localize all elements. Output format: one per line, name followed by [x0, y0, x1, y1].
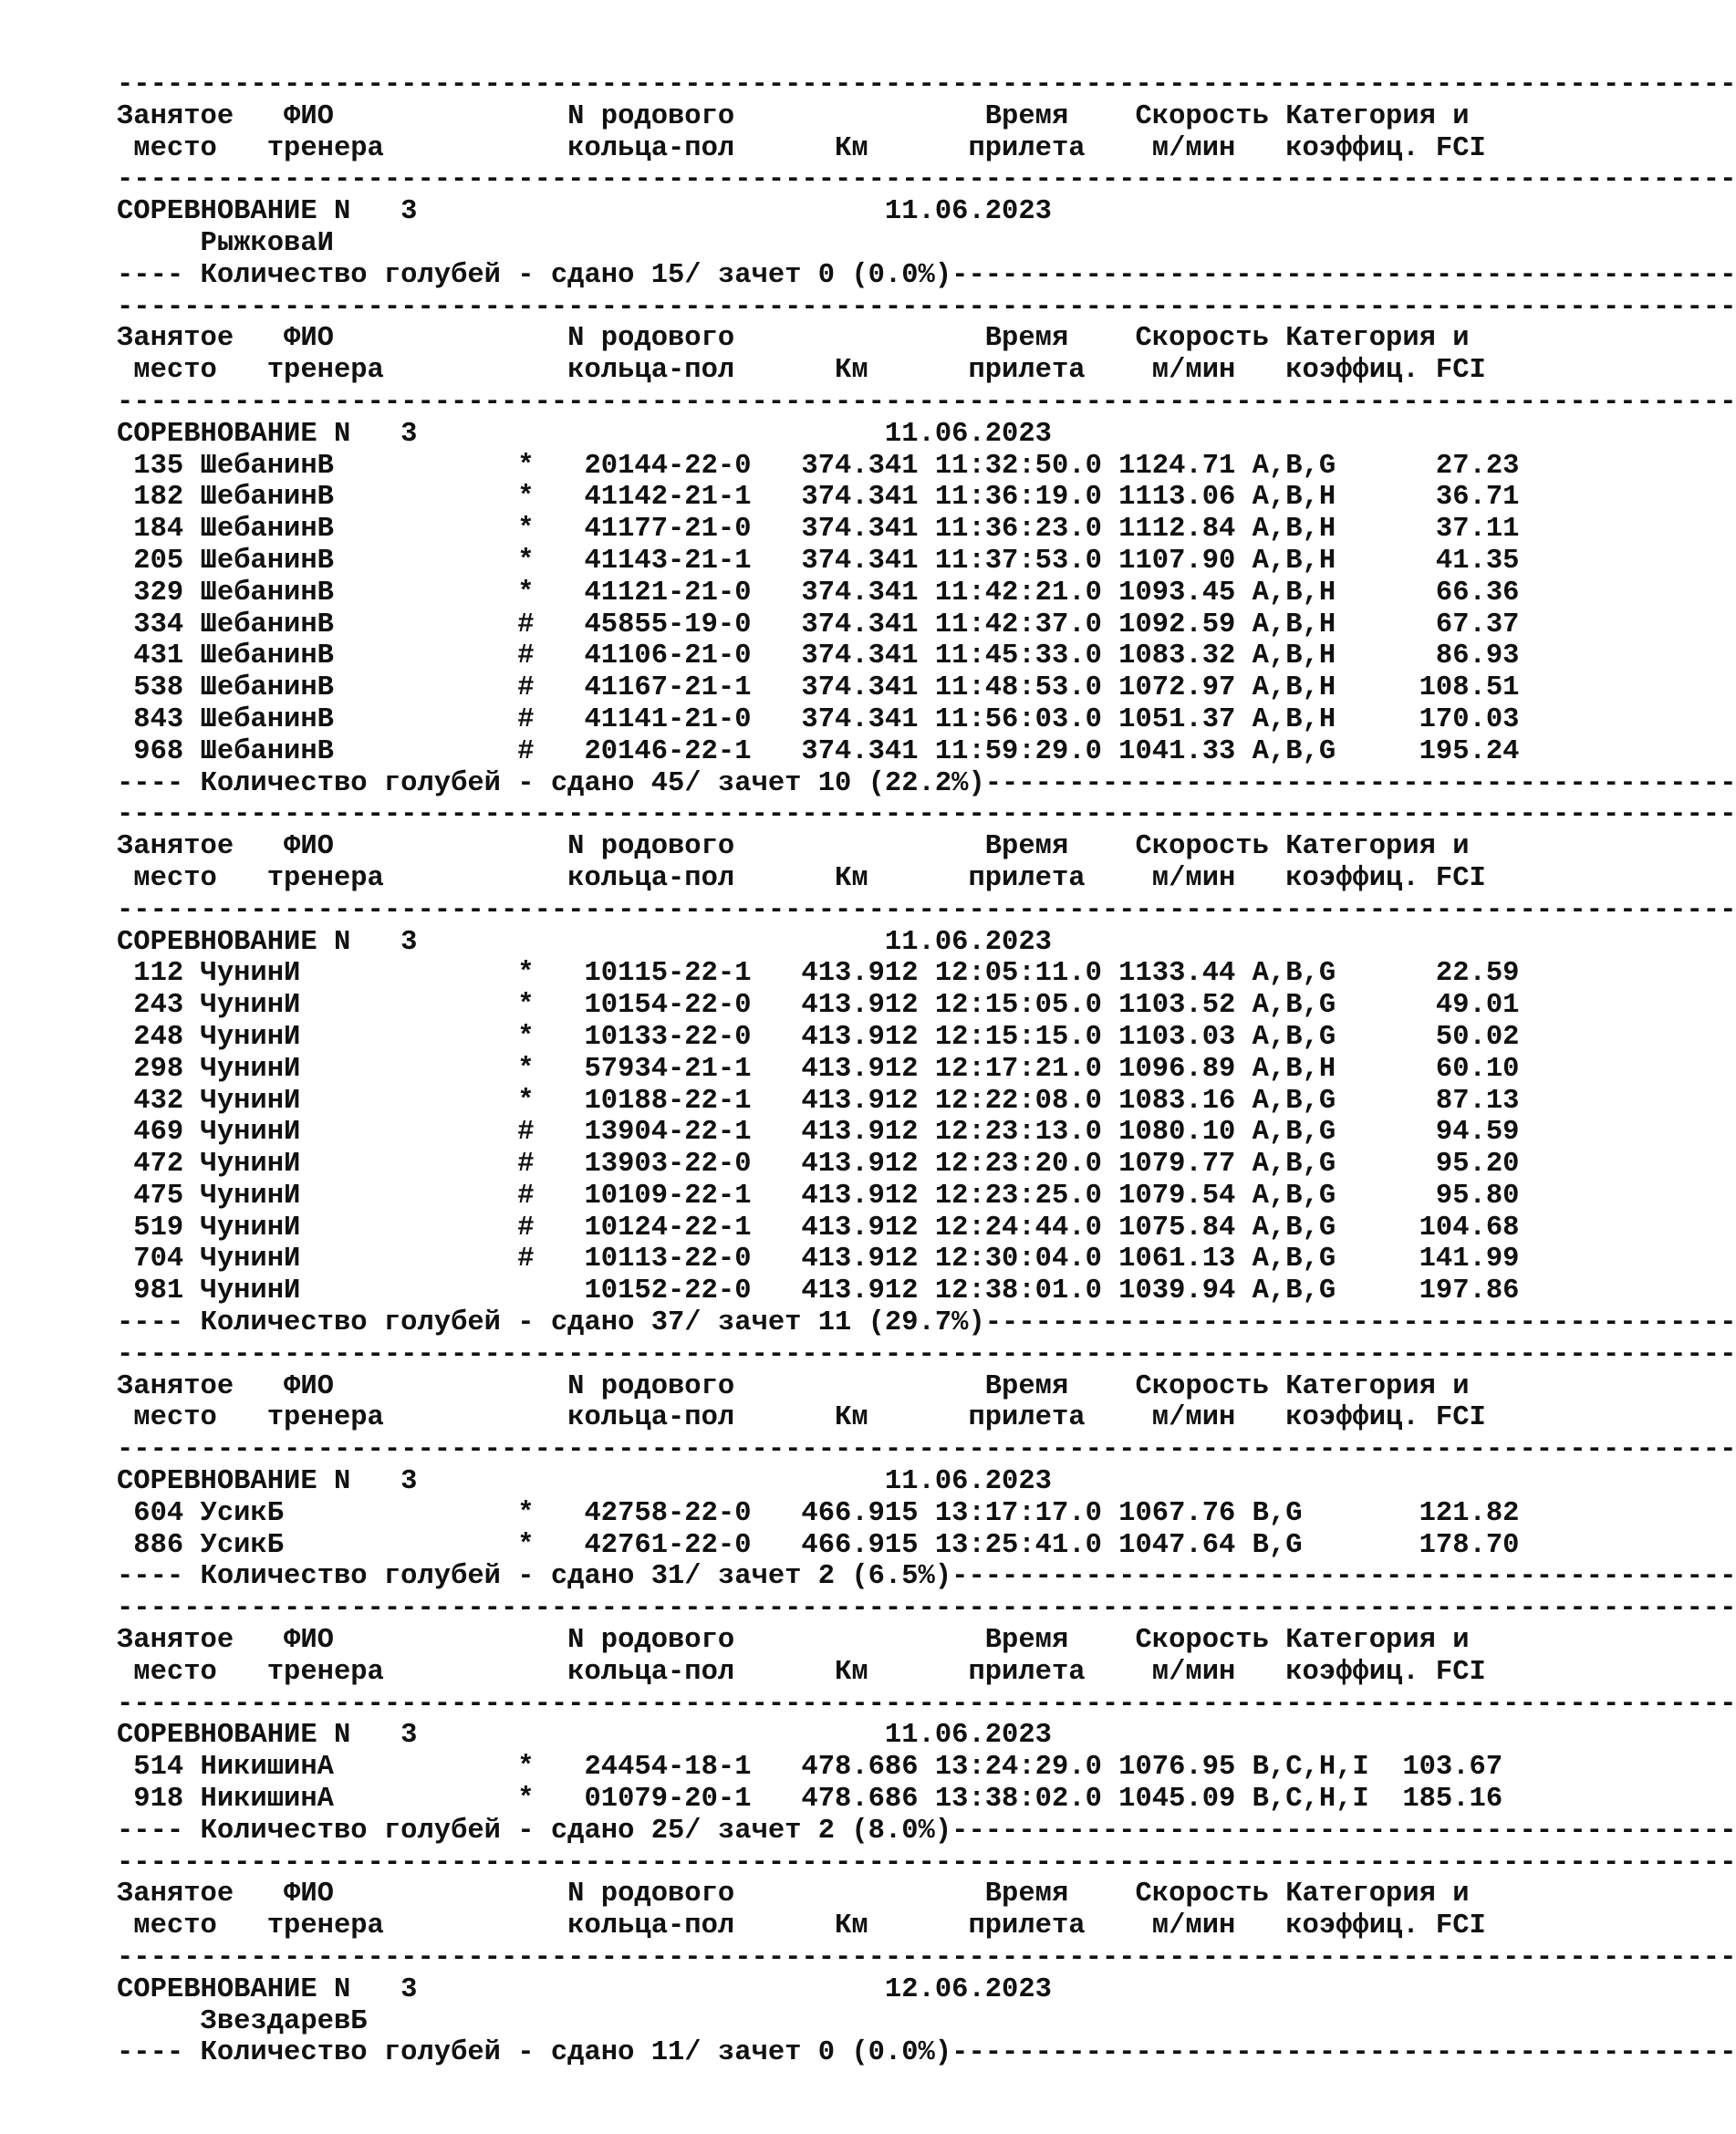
result-row: 205 ШебанинВ * 41143-21-1 374.341 11:37:53.0 1107.90 A,B,H 41.35 [117, 545, 1520, 577]
result-row: 918 НикишинА * 01079-20-1 478.686 13:38:02.0 1045.09 B,C,H,I 185.16 [117, 1784, 1503, 1816]
competition-line: СОРЕВНОВАНИЕ N 3 12.06.2023 [117, 1973, 1052, 2005]
result-row: 472 ЧунинИ # 13903-22-0 413.912 12:23:20.0 1079.77 A,B,G 95.20 [117, 1149, 1520, 1181]
separator-line: ------------------------------------------------------------------------------------------------- [117, 1434, 1736, 1466]
result-row: 334 ШебанинВ # 45855-19-0 374.341 11:42:37.0 1092.59 A,B,H 67.37 [117, 609, 1520, 640]
result-row: 135 ШебанинВ * 20144-22-0 374.341 11:32:50.0 1124.71 A,B,G 27.23 [117, 450, 1520, 482]
result-row: ЗвездаревБ [117, 2005, 368, 2037]
competition-line: СОРЕВНОВАНИЕ N 3 11.06.2023 [117, 418, 1052, 450]
column-header-line-1: Занятое ФИО N родового Время Скорость Категория и [117, 831, 1470, 863]
separator-line: ------------------------------------------------------------------------------------------------- [117, 1593, 1736, 1625]
separator-line: ------------------------------------------------------------------------------------------------- [117, 894, 1736, 926]
column-header-line-2: место тренера кольца-пол Км прилета м/мин коэффиц. FCI [117, 355, 1486, 387]
competition-line: СОРЕВНОВАНИЕ N 3 11.06.2023 [117, 196, 1052, 228]
column-header-line-1: Занятое ФИО N родового Время Скорость Категория и [117, 1879, 1470, 1910]
section-summary: ---- Количество голубей - сдано 11/ зачет 0 (0.0%)----------------------------------------------- [117, 2037, 1736, 2069]
separator-line: ------------------------------------------------------------------------------------------------- [117, 1942, 1736, 1974]
result-row: 112 ЧунинИ * 10115-22-1 413.912 12:05:11.0 1133.44 A,B,G 22.59 [117, 958, 1520, 990]
column-header-line-1: Занятое ФИО N родового Время Скорость Категория и [117, 1370, 1470, 1402]
column-header-line-1: Занятое ФИО N родового Время Скорость Категория и [117, 1625, 1470, 1657]
results-report [117, 69, 1736, 2069]
result-row: 184 ШебанинВ * 41177-21-0 374.341 11:36:23.0 1112.84 A,B,H 37.11 [117, 514, 1520, 546]
result-row: 475 ЧунинИ # 10109-22-1 413.912 12:23:25.0 1079.54 A,B,G 95.80 [117, 1180, 1520, 1212]
column-header-line-2: место тренера кольца-пол Км прилета м/мин коэффиц. FCI [117, 1656, 1486, 1688]
result-row: 519 ЧунинИ # 10124-22-1 413.912 12:24:44.0 1075.84 A,B,G 104.68 [117, 1212, 1520, 1244]
separator-line: ------------------------------------------------------------------------------------------------- [117, 1338, 1736, 1370]
result-row: 431 ШебанинВ # 41106-21-0 374.341 11:45:33.0 1083.32 A,B,H 86.93 [117, 640, 1520, 672]
separator-line: ------------------------------------------------------------------------------------------------- [117, 291, 1736, 323]
result-row: 538 ШебанинВ # 41167-21-1 374.341 11:48:53.0 1072.97 A,B,H 108.51 [117, 672, 1520, 704]
result-row: 469 ЧунинИ # 13904-22-1 413.912 12:23:13.0 1080.10 A,B,G 94.59 [117, 1117, 1520, 1149]
result-row: 514 НикишинА * 24454-18-1 478.686 13:24:29.0 1076.95 B,C,H,I 103.67 [117, 1752, 1503, 1784]
section-summary: ---- Количество голубей - сдано 31/ зачет 2 (6.5%)----------------------------------------------- [117, 1561, 1736, 1593]
result-row: РыжковаИ [117, 227, 334, 259]
result-row: 243 ЧунинИ * 10154-22-0 413.912 12:15:05.0 1103.52 A,B,G 49.01 [117, 990, 1520, 1022]
column-header-line-2: место тренера кольца-пол Км прилета м/мин коэффиц. FCI [117, 1910, 1486, 1942]
competition-line: СОРЕВНОВАНИЕ N 3 11.06.2023 [117, 926, 1052, 958]
separator-line: ------------------------------------------------------------------------------------------------- [117, 1847, 1736, 1879]
separator-line: ------------------------------------------------------------------------------------------------- [117, 1688, 1736, 1720]
section-summary: ---- Количество голубей - сдано 37/ зачет 11 (29.7%)--------------------------------------------- [117, 1307, 1736, 1339]
result-row: 886 УсикБ * 42761-22-0 466.915 13:25:41.0 1047.64 B,G 178.70 [117, 1529, 1520, 1561]
competition-line: СОРЕВНОВАНИЕ N 3 11.06.2023 [117, 1720, 1052, 1752]
result-row: 182 ШебанинВ * 41142-21-1 374.341 11:36:19.0 1113.06 A,B,H 36.71 [117, 482, 1520, 514]
result-row: 704 ЧунинИ # 10113-22-0 413.912 12:30:04.0 1061.13 A,B,G 141.99 [117, 1244, 1520, 1275]
column-header-line-2: место тренера кольца-пол Км прилета м/мин коэффиц. FCI [117, 132, 1486, 164]
separator-line: ------------------------------------------------------------------------------------------------- [117, 164, 1736, 196]
result-row: 248 ЧунинИ * 10133-22-0 413.912 12:15:15.0 1103.03 A,B,G 50.02 [117, 1021, 1520, 1053]
section-summary: ---- Количество голубей - сдано 25/ зачет 2 (8.0%)----------------------------------------------- [117, 1815, 1736, 1847]
column-header-line-1: Занятое ФИО N родового Время Скорость Категория и [117, 323, 1470, 355]
result-row: 432 ЧунинИ * 10188-22-1 413.912 12:22:08.0 1083.16 A,B,G 87.13 [117, 1085, 1520, 1117]
column-header-line-2: место тренера кольца-пол Км прилета м/мин коэффиц. FCI [117, 1402, 1486, 1434]
result-row: 329 ШебанинВ * 41121-21-0 374.341 11:42:21.0 1093.45 A,B,H 66.36 [117, 577, 1520, 609]
competition-line: СОРЕВНОВАНИЕ N 3 11.06.2023 [117, 1466, 1052, 1498]
separator-line: ------------------------------------------------------------------------------------------------- [117, 799, 1736, 831]
section-summary: ---- Количество голубей - сдано 15/ зачет 0 (0.0%)----------------------------------------------- [117, 259, 1736, 291]
result-row: 843 ШебанинВ # 41141-21-0 374.341 11:56:03.0 1051.37 A,B,H 170.03 [117, 703, 1520, 735]
column-header-line-2: место тренера кольца-пол Км прилета м/мин коэффиц. FCI [117, 862, 1486, 894]
result-row: 968 ШебанинВ # 20146-22-1 374.341 11:59:29.0 1041.33 A,B,G 195.24 [117, 735, 1520, 767]
column-header-line-1: Занятое ФИО N родового Время Скорость Категория и [117, 100, 1470, 132]
result-row: 298 ЧунинИ * 57934-21-1 413.912 12:17:21.0 1096.89 A,B,H 60.10 [117, 1053, 1520, 1085]
separator-line: ------------------------------------------------------------------------------------------------- [117, 386, 1736, 418]
section-summary: ---- Количество голубей - сдано 45/ зачет 10 (22.2%)--------------------------------------------- [117, 767, 1736, 799]
separator-line: ------------------------------------------------------------------------------------------------- [117, 69, 1736, 100]
result-row: 604 УсикБ * 42758-22-0 466.915 13:17:17.0 1067.76 B,G 121.82 [117, 1497, 1520, 1529]
result-row: 981 ЧунинИ 10152-22-0 413.912 12:38:01.0 1039.94 A,B,G 197.86 [117, 1275, 1520, 1307]
